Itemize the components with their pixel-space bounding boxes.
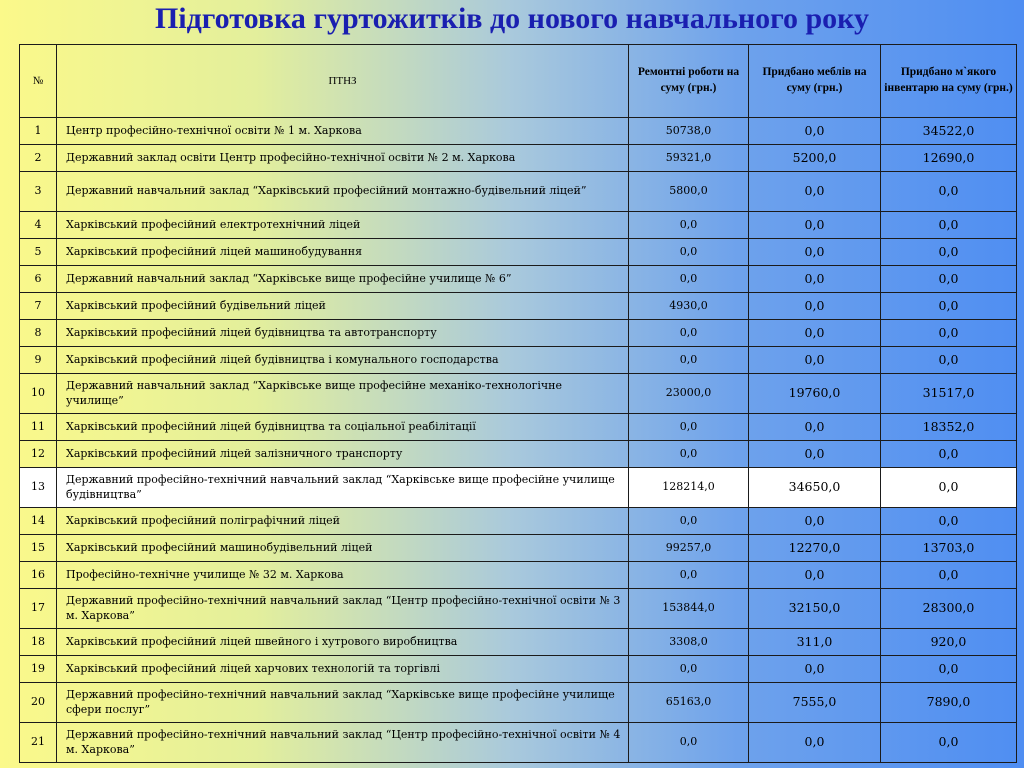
furniture-amount: 311,0 [749,629,881,656]
inventory-amount: 0,0 [881,508,1017,535]
inventory-amount: 0,0 [881,172,1017,212]
furniture-amount: 0,0 [749,212,881,239]
institution-name: Державний навчальний заклад “Харківське вище професійне механіко-технологічне училище” [57,374,629,414]
row-number: 15 [20,535,57,562]
table-row [20,441,1017,468]
repairs-amount: 99257,0 [629,535,749,562]
repairs-amount: 128214,0 [629,468,749,508]
inventory-amount: 0,0 [881,347,1017,374]
institution-name: Харківський професійний ліцей будівництва і комунального господарства [57,347,629,374]
inventory-amount: 0,0 [881,656,1017,683]
row-number: 1 [20,118,57,145]
institution-name: Державний навчальний заклад “Харківський професійний монтажно-будівельний ліцей” [57,172,629,212]
inventory-amount: 34522,0 [881,118,1017,145]
repairs-amount: 0,0 [629,656,749,683]
inventory-amount: 12690,0 [881,145,1017,172]
institution-name: Державний професійно-технічний навчальний заклад “Центр професійно-технічної освіти № 4 м. Харкова” [57,723,629,763]
furniture-amount: 32150,0 [749,589,881,629]
repairs-amount: 0,0 [629,320,749,347]
table-row [20,172,1017,212]
row-number: 4 [20,212,57,239]
repairs-amount: 23000,0 [629,374,749,414]
furniture-amount: 0,0 [749,118,881,145]
row-number: 16 [20,562,57,589]
repairs-amount: 4930,0 [629,293,749,320]
dormitory-table [19,44,1017,763]
row-number: 20 [20,683,57,723]
institution-name: Харківський професійний поліграфічний ліцей [57,508,629,535]
repairs-amount: 0,0 [629,347,749,374]
institution-name: Державний заклад освіти Центр професійно-технічної освіти № 2 м. Харкова [57,145,629,172]
inventory-amount: 0,0 [881,239,1017,266]
repairs-amount: 59321,0 [629,145,749,172]
table-row [20,629,1017,656]
institution-name: Центр професійно-технічної освіти № 1 м. Харкова [57,118,629,145]
repairs-amount: 50738,0 [629,118,749,145]
inventory-amount: 18352,0 [881,414,1017,441]
furniture-amount: 7555,0 [749,683,881,723]
table-row [20,535,1017,562]
row-number: 5 [20,239,57,266]
table-row [20,656,1017,683]
furniture-amount: 34650,0 [749,468,881,508]
institution-name: Харківський професійний ліцей будівництва та автотранспорту [57,320,629,347]
repairs-amount: 0,0 [629,508,749,535]
institution-name: Харківський професійний ліцей швейного і хутрового виробництва [57,629,629,656]
row-number: 7 [20,293,57,320]
column-header-inventory: Придбано м`якого інвентарю на суму (грн.) [881,45,1017,118]
inventory-amount: 0,0 [881,212,1017,239]
inventory-amount: 0,0 [881,468,1017,508]
furniture-amount: 0,0 [749,266,881,293]
table-row [20,266,1017,293]
row-number: 6 [20,266,57,293]
table-row [20,145,1017,172]
furniture-amount: 0,0 [749,723,881,763]
column-header-furniture: Придбано меблів на суму (грн.) [749,45,881,118]
institution-name: Харківський професійний електротехнічний ліцей [57,212,629,239]
inventory-amount: 7890,0 [881,683,1017,723]
furniture-amount: 0,0 [749,239,881,266]
table-row [20,239,1017,266]
inventory-amount: 0,0 [881,320,1017,347]
repairs-amount: 0,0 [629,239,749,266]
row-number: 13 [20,468,57,508]
page-title: Підготовка гуртожитків до нового навчального року [154,2,870,35]
row-number: 9 [20,347,57,374]
repairs-amount: 5800,0 [629,172,749,212]
inventory-amount: 28300,0 [881,589,1017,629]
repairs-amount: 0,0 [629,723,749,763]
table-row [20,723,1017,763]
row-number: 11 [20,414,57,441]
furniture-amount: 0,0 [749,441,881,468]
furniture-amount: 0,0 [749,562,881,589]
repairs-amount: 0,0 [629,414,749,441]
furniture-amount: 19760,0 [749,374,881,414]
row-number: 18 [20,629,57,656]
furniture-amount: 0,0 [749,320,881,347]
furniture-amount: 12270,0 [749,535,881,562]
row-number: 12 [20,441,57,468]
inventory-amount: 0,0 [881,266,1017,293]
row-number: 2 [20,145,57,172]
table-header-row [20,45,1017,118]
institution-name: Державний навчальний заклад “Харківське вище професійне училище № 6” [57,266,629,293]
inventory-amount: 0,0 [881,562,1017,589]
inventory-amount: 0,0 [881,293,1017,320]
repairs-amount: 65163,0 [629,683,749,723]
table-row [20,374,1017,414]
institution-name: Харківський професійний машинобудівельний ліцей [57,535,629,562]
furniture-amount: 0,0 [749,508,881,535]
table-row [20,320,1017,347]
table-row-highlighted [20,468,1017,508]
repairs-amount: 0,0 [629,441,749,468]
institution-name: Харківський професійний ліцей будівництва та соціальної реабілітації [57,414,629,441]
inventory-amount: 0,0 [881,723,1017,763]
institution-name: Харківський професійний будівельний ліцей [57,293,629,320]
furniture-amount: 0,0 [749,172,881,212]
row-number: 10 [20,374,57,414]
row-number: 19 [20,656,57,683]
furniture-amount: 0,0 [749,414,881,441]
table-body [20,118,1017,763]
table-row [20,414,1017,441]
inventory-amount: 13703,0 [881,535,1017,562]
table-row [20,508,1017,535]
table-row [20,347,1017,374]
table-row [20,293,1017,320]
repairs-amount: 0,0 [629,266,749,293]
inventory-amount: 920,0 [881,629,1017,656]
inventory-amount: 0,0 [881,441,1017,468]
row-number: 3 [20,172,57,212]
institution-name: Харківський професійний ліцей залізничного транспорту [57,441,629,468]
repairs-amount: 3308,0 [629,629,749,656]
row-number: 21 [20,723,57,763]
table-row [20,683,1017,723]
repairs-amount: 153844,0 [629,589,749,629]
repairs-amount: 0,0 [629,562,749,589]
repairs-amount: 0,0 [629,212,749,239]
furniture-amount: 0,0 [749,656,881,683]
row-number: 17 [20,589,57,629]
furniture-amount: 0,0 [749,347,881,374]
row-number: 8 [20,320,57,347]
institution-name: Професійно-технічне училище № 32 м. Харкова [57,562,629,589]
institution-name: Державний професійно-технічний навчальний заклад “Центр професійно-технічної освіти № 3 м. Харкова” [57,589,629,629]
column-header-name: ПТНЗ [57,45,629,118]
column-header-num: № [20,45,57,118]
institution-name: Харківський професійний ліцей машинобудування [57,239,629,266]
table-row [20,118,1017,145]
row-number: 14 [20,508,57,535]
institution-name: Державний професійно-технічний навчальний заклад “Харківське вище професійне училище сфери послуг” [57,683,629,723]
column-header-repairs: Ремонтні роботи на суму (грн.) [629,45,749,118]
furniture-amount: 5200,0 [749,145,881,172]
furniture-amount: 0,0 [749,293,881,320]
institution-name: Державний професійно-технічний навчальний заклад “Харківське вище професійне училище будівництва” [57,468,629,508]
table-row [20,589,1017,629]
inventory-amount: 31517,0 [881,374,1017,414]
table-row [20,562,1017,589]
institution-name: Харківський професійний ліцей харчових технологій та торгівлі [57,656,629,683]
table-row [20,212,1017,239]
